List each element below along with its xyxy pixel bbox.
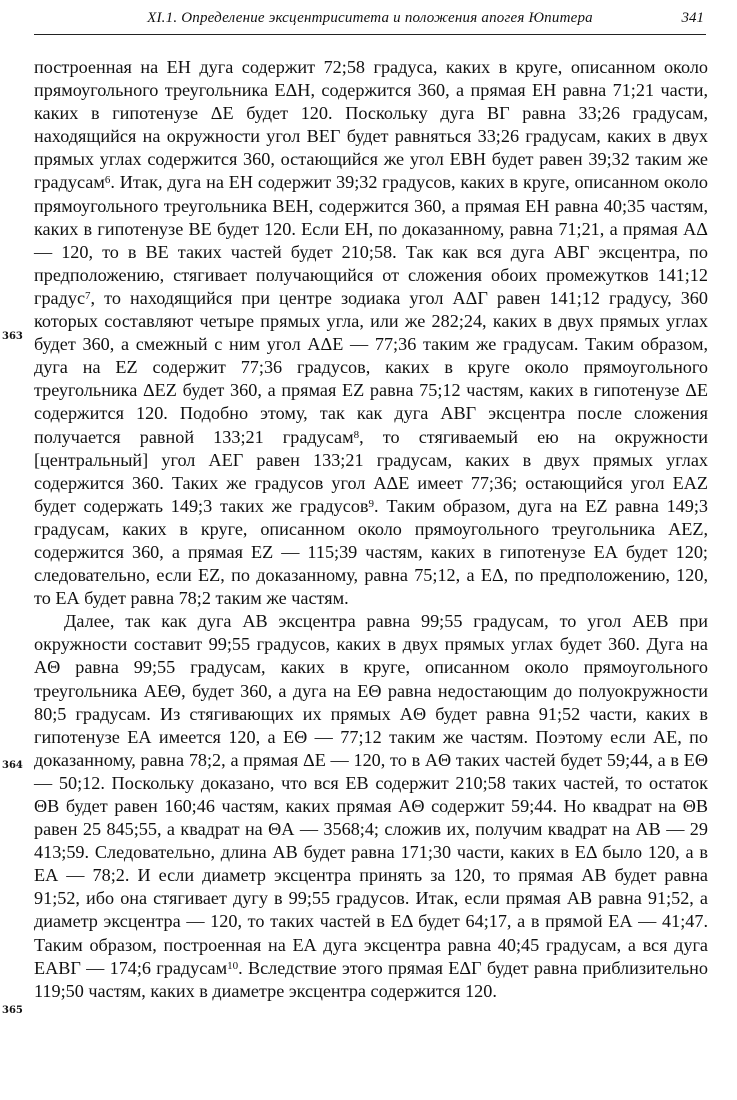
footnote-ref[interactable]: 7 [85, 289, 91, 302]
text-run: . Вследствие этого прямая ЕΔГ будет равна приблизительно 119;50 частям, каких в диаметре эксцентра содержится 120. [34, 957, 708, 1001]
body-text [34, 56, 708, 1003]
text-run: . Таким образом, дуга на ЕZ равна 149;3 градусам, каких в круге, описанном около прямоугольного треугольника АЕZ, содержится 360, а прямая ЕZ — 115;39 частям, каких в гипотенузе ЕА будет 120; следовательно, если ЕZ, по доказанному, равна 75;12, а ЕΔ, по предположению, 120, то ЕА будет равна 78;2 таким же частям. [34, 495, 708, 609]
footnote-ref[interactable]: 6 [104, 174, 111, 187]
margin-page-marker: 363 [2, 331, 23, 342]
running-header [34, 6, 706, 35]
footnote-ref[interactable]: 9 [368, 497, 375, 510]
paragraph [34, 610, 708, 1003]
header-title: XI.1. Определение эксцентриситета и положения апогея Юпитера [147, 10, 593, 26]
paragraph [34, 56, 708, 610]
text-run: , то стягиваемый ею на окружности [центральный] угол АЕГ равен 133;21 градусам, каких в двух прямых углах содержится 360. Таких же градусов угол АΔЕ имеет 77;36; остающийся угол ЕАZ будет содержать 149;3 таких же градусов [34, 426, 708, 516]
text-run: построенная на ЕН дуга содержит 72;58 градуса, каких в круге, описанном около прямоугольного треугольника ЕΔН, содержится 360, а прямая ЕН равна 71;21 части, каких в гипотенузе ΔЕ будет 120. Поскольку дуга ВГ равна 33;26 градусам, находящийся на окружности угол ВЕГ будет равняться 33;26 градусам, каких в двух прямых углах содержится 360, остающийся же угол ЕВН будет равен 39;32 таким же градусам [34, 57, 708, 193]
margin-page-marker: 364 [2, 760, 23, 771]
footnote-ref[interactable]: 8 [353, 428, 360, 441]
text-run: , то находящийся при центре зодиака угол АΔГ равен 141;12 градусу, 360 которых составляют четыре прямых угла, или же 282;24, каких в двух прямых углах будет 360, а смежный с ним угол АΔЕ — 77;36 таким же градусам. Таким образом, дуга на ЕZ содержит 77;36 градусов, каких в круге около прямоугольного треугольника ΔЕZ будет 360, а прямая ЕZ равна 75;12 частям, каких в гипотенузе ΔЕ содержится 120. Подобно этому, так как дуга АВГ эксцентра после сложения получается равной 133;21 градусам [34, 287, 708, 447]
footnote-ref[interactable]: 10 [227, 959, 239, 972]
text-run: Далее, так как дуга АВ эксцентра равна 99;55 градусам, то угол АЕВ при окружности составит 99;55 градусов, каких в двух прямых углах будет 360. Дуга на АΘ равна 99;55 градусам, каких в круге, описанном около прямоугольного треугольника АЕΘ, будет 360, а дуга на ЕΘ равна недостающим до полуокружности 80;5 градусам. Из стягивающих их прямых АΘ будет равна 91;52 части, каких в гипотенузе ЕА имеется 120, а ЕΘ — 77;12 таким же частям. Поэтому если АЕ, по доказанному, равна 78;2, а прямая ΔЕ — 120, то в АΘ таких частей будет 59;44, а в ЕΘ — 50;12. Поскольку доказано, что вся ЕВ содержит 210;58 таких частей, то остаток ΘВ будет равен 160;46 частям, каких прямая АΘ содержит 59;44. Но квадрат на ΘВ равен 25 845;55, а квадрат на ΘА — 3568;4; сложив их, получим квадрат на АВ — 29 413;59. Следовательно, длина АВ будет равна 171;30 части, каких в ЕΔ было 120, а в ЕА — 78;2. И если диаметр эксцентра принять за 120, то прямая АВ будет равна 91;52, ибо она стягивает дугу в 99;55 градусов. Итак, если прямая АВ равна 91;52, а диаметр эксцентра — 120, то таких частей в ЕΔ будет 64;17, а в прямой ЕА — 41;47. Таким образом, построенная на ЕА дуга эксцентра равна 40;45 градусам, а вся дуга ЕАВГ — 174;6 градусам [34, 611, 708, 978]
margin-page-marker: 365 [2, 1005, 23, 1016]
page-number: 341 [681, 10, 704, 26]
text-run: . Итак, дуга на ЕН содержит 39;32 градусов, каких в круге, описанном около прямоугольного треугольника ВЕН, содержится 360, а прямая ЕН равна 40;35 частям, каких в гипотенузе ВЕ будет 120. Если ЕН, по доказанному, равна 71;21, а прямая АΔ — 120, то в ВЕ таких частей будет 210;58. Так как вся дуга АВГ эксцентра, по предположению, стягивает получающийся от сложения обоих промежутков 141;12 градус [34, 172, 708, 308]
